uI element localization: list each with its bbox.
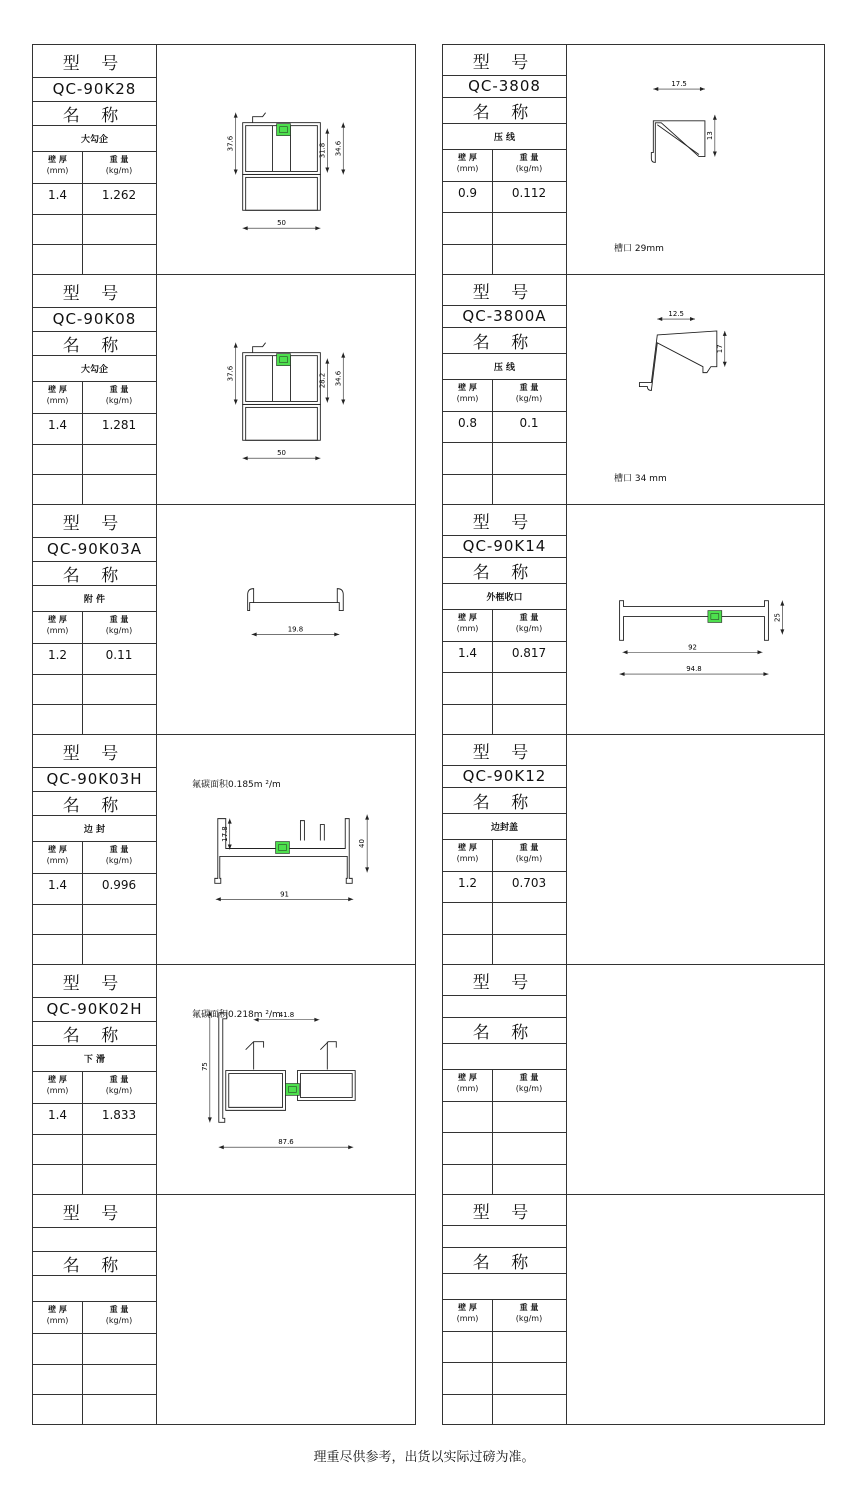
weight-unit: (kg/m): [105, 1086, 133, 1095]
info-panel: [33, 275, 157, 504]
spec-row: [443, 1331, 566, 1363]
profile-name: 大勾企: [33, 355, 156, 382]
profile-name: [443, 1273, 566, 1300]
dimension-label: 94.8: [686, 665, 702, 674]
weight-value: 0.11: [105, 648, 133, 662]
weight-head: 重 量: [109, 1305, 129, 1314]
name-label: 名 称: [443, 1247, 566, 1274]
spec-row: [443, 1101, 566, 1133]
thickness-head: 壁 厚: [458, 153, 477, 162]
thickness-unit: (mm): [456, 394, 479, 403]
thickness-unit: (mm): [46, 396, 69, 405]
weight-head: 重 量: [519, 1073, 539, 1082]
profile-name: [443, 1043, 566, 1070]
profile-name: 边 封: [33, 815, 156, 842]
weight-unit: (kg/m): [105, 856, 133, 865]
thickness-head: 壁 厚: [458, 1303, 477, 1312]
model-code: QC-90K03H: [33, 767, 156, 792]
profile-drawing: [156, 735, 415, 964]
spec-row: [443, 1164, 566, 1195]
dimension-label: 28.2: [318, 372, 327, 389]
profile-cross-section: [156, 735, 415, 964]
weight-unit: (kg/m): [515, 1314, 543, 1323]
dimension-label: 40: [358, 839, 367, 848]
model-code: [33, 1227, 156, 1252]
info-panel: [443, 735, 567, 964]
thickness-value: 1.4: [47, 1108, 68, 1122]
thickness-value: [33, 1333, 82, 1364]
spec-header: [443, 1299, 566, 1332]
thickness-head: 壁 厚: [48, 1305, 67, 1314]
thickness-value: 1.4: [457, 646, 478, 660]
weight-head: 重 量: [109, 1075, 129, 1084]
profile-card: [32, 274, 416, 505]
thickness-head: 壁 厚: [48, 615, 67, 624]
weight-head: 重 量: [519, 613, 539, 622]
thickness-unit: (mm): [456, 624, 479, 633]
info-panel: [443, 45, 567, 274]
model-code: [443, 1225, 566, 1248]
spec-row: [443, 1362, 566, 1394]
thickness-value: 1.2: [457, 876, 478, 890]
weight-value: 0.112: [511, 186, 547, 200]
info-panel: [33, 505, 157, 734]
model-label: 型 号: [33, 965, 156, 998]
dimension-label: 17.5: [671, 80, 687, 89]
profile-drawing: [566, 45, 824, 274]
spec-header: [33, 611, 156, 644]
profile-drawing: [156, 965, 415, 1194]
spec-row: [33, 183, 156, 215]
profile-cross-section: [566, 275, 824, 504]
spec-row: [443, 181, 566, 213]
name-label: 名 称: [33, 331, 156, 356]
spec-row: [33, 1364, 156, 1396]
dimension-label: 31.8: [318, 142, 327, 159]
thickness-head: 壁 厚: [458, 613, 477, 622]
profile-drawing: [566, 505, 824, 734]
profile-card: [442, 964, 825, 1195]
profile-cross-section: [566, 45, 824, 274]
profile-cross-section: [566, 505, 824, 734]
model-label: 型 号: [443, 1195, 566, 1226]
spec-header: [33, 151, 156, 184]
spec-row: [33, 444, 156, 476]
thickness-head: 壁 厚: [48, 845, 67, 854]
dimension-label: 75: [200, 1062, 209, 1071]
weight-unit: (kg/m): [105, 1316, 133, 1325]
model-code: QC-90K03A: [33, 537, 156, 562]
name-label: 名 称: [443, 557, 566, 584]
thickness-unit: (mm): [46, 1086, 69, 1095]
profile-drawing: [156, 45, 415, 274]
dimension-label: 17.8: [220, 826, 229, 842]
model-label: 型 号: [33, 1195, 156, 1228]
model-label: 型 号: [33, 505, 156, 538]
spec-row: [33, 704, 156, 735]
weight-head: 重 量: [109, 155, 129, 164]
model-label: 型 号: [443, 275, 566, 306]
weight-value: 0.817: [511, 646, 547, 660]
spec-row: [443, 1132, 566, 1164]
info-panel: [443, 965, 567, 1194]
thickness-unit: (mm): [456, 1084, 479, 1093]
dimension-label: 37.6: [226, 135, 235, 152]
weight-unit: (kg/m): [105, 166, 133, 175]
model-code: QC-3800A: [443, 305, 566, 328]
profile-name: [33, 1275, 156, 1302]
model-label: 型 号: [33, 45, 156, 78]
name-label: 名 称: [443, 1017, 566, 1044]
profile-drawing: [156, 1195, 415, 1424]
thickness-unit: (mm): [46, 166, 69, 175]
drawing-note: 氟碳面积0.185m ²/m: [192, 780, 281, 790]
weight-value: 1.833: [101, 1108, 137, 1122]
spec-row: [443, 704, 566, 735]
weight-head: 重 量: [519, 383, 539, 392]
spec-row: [443, 244, 566, 275]
dimension-label: 12.5: [668, 310, 684, 319]
thickness-unit: (mm): [46, 856, 69, 865]
spec-row: [33, 643, 156, 675]
thickness-value: 1.2: [47, 648, 68, 662]
footer-note: 理重尽供参考，出货以实际过磅为准。: [313, 1450, 535, 1465]
weight-value: 1.281: [101, 418, 137, 432]
profile-card: [442, 734, 825, 965]
model-code: QC-90K08: [33, 307, 156, 332]
thickness-value: 0.8: [457, 416, 478, 430]
profile-name: 压 线: [443, 353, 566, 380]
dimension-label: 92: [688, 643, 697, 652]
model-code: [443, 995, 566, 1018]
dimension-label: 25: [773, 613, 782, 622]
thickness-value: [443, 1331, 492, 1362]
spec-row: [443, 442, 566, 474]
thickness-value: 1.4: [47, 418, 68, 432]
spec-row: [33, 214, 156, 246]
model-code: QC-3808: [443, 75, 566, 98]
spec-row: [443, 1394, 566, 1425]
spec-row: [33, 1333, 156, 1365]
weight-value: [492, 1331, 566, 1362]
spec-row: [33, 674, 156, 706]
drawing-note: 氟碳面积0.218m ²/m: [192, 1010, 281, 1020]
weight-head: 重 量: [109, 385, 129, 394]
info-panel: [443, 275, 567, 504]
weight-head: 重 量: [519, 153, 539, 162]
model-code: QC-90K12: [443, 765, 566, 788]
thickness-unit: (mm): [456, 164, 479, 173]
thickness-unit: (mm): [456, 1314, 479, 1323]
profile-card: [32, 734, 416, 965]
profile-cross-section: [156, 45, 415, 274]
spec-header: [443, 149, 566, 182]
spec-row: [33, 474, 156, 505]
thickness-unit: (mm): [456, 854, 479, 863]
dimension-label: 91: [280, 890, 289, 899]
weight-value: [82, 1333, 156, 1364]
name-label: 名 称: [33, 101, 156, 126]
profile-name: 下 滑: [33, 1045, 156, 1072]
weight-unit: (kg/m): [515, 854, 543, 863]
spec-row: [443, 474, 566, 505]
spec-row: [443, 672, 566, 704]
weight-head: 重 量: [519, 1303, 539, 1312]
profile-card: [32, 504, 416, 735]
weight-unit: (kg/m): [515, 164, 543, 173]
spec-row: [443, 934, 566, 965]
spec-row: [443, 641, 566, 673]
name-label: 名 称: [443, 97, 566, 124]
drawing-note: 槽口 34 mm: [614, 474, 667, 484]
dimension-label: 87.6: [278, 1138, 294, 1147]
spec-header: [443, 379, 566, 412]
thickness-head: 壁 厚: [48, 385, 67, 394]
model-label: 型 号: [33, 275, 156, 308]
spec-row: [33, 413, 156, 445]
thickness-head: 壁 厚: [458, 1073, 477, 1082]
spec-row: [443, 902, 566, 934]
dimension-label: 37.6: [226, 365, 235, 382]
profile-name: 边封盖: [443, 813, 566, 840]
profile-cross-section: [156, 505, 415, 734]
dimension-label: 17: [715, 344, 724, 354]
profile-card: [32, 1194, 416, 1425]
weight-unit: (kg/m): [105, 626, 133, 635]
weight-head: 重 量: [109, 845, 129, 854]
info-panel: [443, 1195, 567, 1424]
spec-header: [33, 1071, 156, 1104]
weight-head: 重 量: [519, 843, 539, 852]
profile-card: [442, 274, 825, 505]
name-label: 名 称: [33, 1251, 156, 1276]
model-code: QC-90K28: [33, 77, 156, 102]
weight-value: 0.996: [101, 878, 137, 892]
spec-header: [33, 381, 156, 414]
info-panel: [443, 505, 567, 734]
spec-header: [443, 1069, 566, 1102]
dimension-label: 41.8: [278, 1010, 295, 1019]
info-panel: [33, 45, 157, 274]
profile-card: [442, 1194, 825, 1425]
thickness-head: 壁 厚: [458, 383, 477, 392]
dimension-label: 34.6: [334, 370, 343, 387]
thickness-value: 1.4: [47, 188, 68, 202]
profile-drawing: [566, 275, 824, 504]
profile-card: [32, 44, 416, 275]
spec-row: [33, 934, 156, 965]
info-panel: [33, 735, 157, 964]
model-code: QC-90K02H: [33, 997, 156, 1022]
profile-drawing: [566, 1195, 824, 1424]
spec-row: [33, 1164, 156, 1195]
profile-drawing: [566, 735, 824, 964]
dimension-label: 50: [277, 449, 286, 458]
info-panel: [33, 965, 157, 1194]
model-label: 型 号: [443, 505, 566, 536]
spec-row: [33, 873, 156, 905]
weight-unit: (kg/m): [515, 1084, 543, 1093]
spec-row: [33, 244, 156, 275]
name-label: 名 称: [443, 327, 566, 354]
profile-name: 压 线: [443, 123, 566, 150]
profile-card: [32, 964, 416, 1195]
model-label: 型 号: [443, 45, 566, 76]
profile-name: 大勾企: [33, 125, 156, 152]
spec-header: [443, 839, 566, 872]
profile-card: [442, 44, 825, 275]
profile-card: [442, 504, 825, 735]
dimension-label: 34.6: [334, 140, 343, 157]
weight-value: [492, 1101, 566, 1132]
thickness-unit: (mm): [46, 1316, 69, 1325]
spec-row: [33, 904, 156, 936]
thickness-value: [443, 1101, 492, 1132]
model-label: 型 号: [443, 735, 566, 766]
name-label: 名 称: [443, 787, 566, 814]
dimension-label: 19.8: [287, 625, 304, 634]
name-label: 名 称: [33, 561, 156, 586]
profile-name: 附 件: [33, 585, 156, 612]
spec-row: [443, 871, 566, 903]
weight-value: 0.1: [519, 416, 539, 430]
spec-row: [33, 1134, 156, 1166]
drawing-note: 槽口 29mm: [614, 244, 664, 254]
spec-header: [443, 609, 566, 642]
model-code: QC-90K14: [443, 535, 566, 558]
weight-value: 0.703: [511, 876, 547, 890]
model-label: 型 号: [33, 735, 156, 768]
dimension-label: 50: [277, 219, 286, 228]
thickness-unit: (mm): [46, 626, 69, 635]
thickness-head: 壁 厚: [48, 1075, 67, 1084]
weight-unit: (kg/m): [105, 396, 133, 405]
weight-unit: (kg/m): [515, 394, 543, 403]
model-label: 型 号: [443, 965, 566, 996]
spec-row: [443, 212, 566, 244]
profile-cross-section: [156, 965, 415, 1194]
profile-cross-section: [156, 275, 415, 504]
weight-head: 重 量: [109, 615, 129, 624]
info-panel: [33, 1195, 157, 1424]
weight-value: 1.262: [101, 188, 137, 202]
thickness-value: 1.4: [47, 878, 68, 892]
spec-row: [33, 1394, 156, 1425]
profile-drawing: [566, 965, 824, 1194]
thickness-value: 0.9: [457, 186, 478, 200]
dimension-label: 13: [705, 131, 714, 141]
spec-header: [33, 1301, 156, 1334]
name-label: 名 称: [33, 791, 156, 816]
thickness-head: 壁 厚: [48, 155, 67, 164]
spec-row: [443, 411, 566, 443]
spec-header: [33, 841, 156, 874]
weight-unit: (kg/m): [515, 624, 543, 633]
profile-drawing: [156, 275, 415, 504]
profile-name: 外框收口: [443, 583, 566, 610]
spec-row: [33, 1103, 156, 1135]
thickness-head: 壁 厚: [458, 843, 477, 852]
name-label: 名 称: [33, 1021, 156, 1046]
profile-drawing: [156, 505, 415, 734]
